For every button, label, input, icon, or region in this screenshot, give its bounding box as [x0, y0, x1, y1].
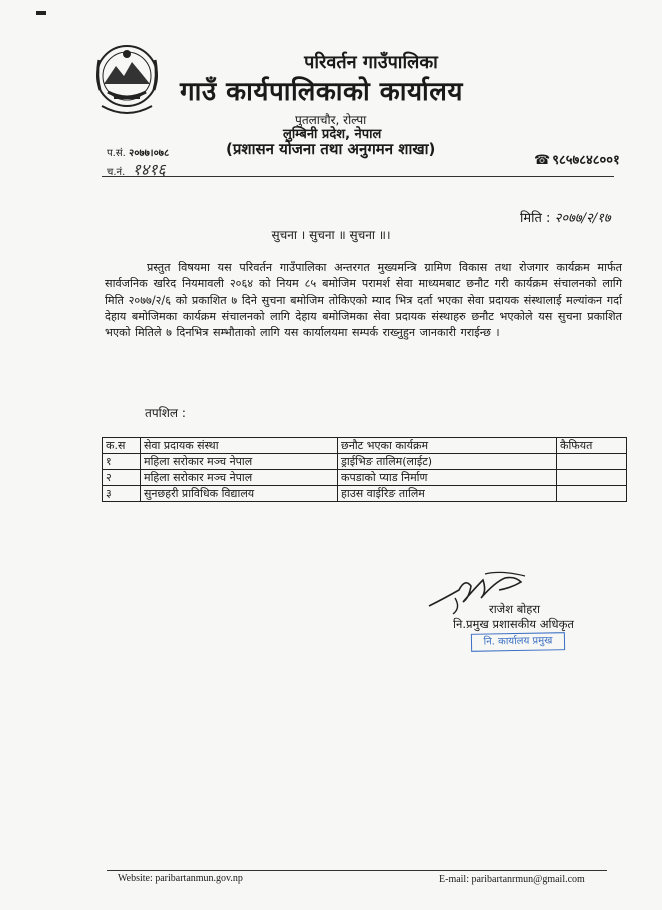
- scan-mark: [36, 11, 46, 15]
- details-label: तपशिल :: [145, 406, 186, 420]
- footer-divider: [107, 870, 607, 871]
- chalani-value: १४१६: [132, 160, 166, 179]
- cell-provider: महिला सरोकार मञ्च नेपाल: [141, 470, 338, 486]
- cell-remarks: [557, 454, 627, 470]
- date-value: २०७७/२/१७: [554, 211, 611, 226]
- notice-title: सुचना । सुचना ॥ सुचना ॥।: [271, 228, 391, 242]
- notice-body: प्रस्तुत विषयमा यस परिवर्तन गाउँपालिका अन्तरगत मुख्यमन्त्रि ग्रामिण विकास तथा रोजगार कार्यक्रम मार्फत सार्वजनिक खरिद नियमावली २०६४ को नियम ८५ बमोजिम परामर्श सेवा माध्यमबाट छनौट गरी कार्यक्रम संचालनको लागि मिति २०७७/२/६ को प्रकाशित ७ दिने सुचना बमोजिम तोकिएको म्याद भित्र दर्ता भएका सेवा प्रदायक संस्थालाई मल्यांकन गर्दा देहाय बमोजिमका कार्यक्रम संचालनको लागि देहाय बमोजिमका सेवा प्रदायक संस्थाहरु छनौट भएकोले यस सुचना प्रकाशित भएको मितिले ७ दिनभित्र सम्भौताको लागि यस कार्यालयमा सम्पर्क राख्नुहुन जानकारी गराईन्छ ।: [105, 261, 622, 340]
- service-provider-table: [102, 437, 627, 502]
- office-province: लुम्बिनी प्रदेश, नेपाल: [283, 127, 382, 142]
- footer-email: E-mail: paribartanrmun@gmail.com: [439, 874, 585, 885]
- cell-remarks: [557, 486, 627, 502]
- ps-label: प.सं.: [107, 148, 126, 159]
- cell-program: कपडाको प्याड निर्माण: [338, 470, 557, 486]
- cell-sn: ३: [103, 486, 141, 502]
- ps-value: २०७७।०७८: [129, 148, 170, 159]
- office-phone: [534, 150, 620, 168]
- cell-provider: महिला सरोकार मञ्च नेपाल: [141, 454, 338, 470]
- signatory-title: नि.प्रमुख प्रशासकीय अधिकृत: [453, 617, 574, 631]
- footer-website: Website: paribartanmun.gov.np: [118, 873, 243, 884]
- cell-sn: २: [103, 470, 141, 486]
- phone-number: ९८५७८४८००१: [552, 153, 620, 168]
- reference-number: [107, 145, 169, 159]
- cell-program: हाउस वाईरिङ तालिम: [338, 486, 557, 502]
- col-header-provider: सेवा प्रदायक संस्था: [141, 438, 338, 454]
- header-divider: [102, 176, 614, 177]
- cell-program: ड्राईभिङ तालिम(लाईट): [338, 454, 557, 470]
- table-row: [103, 454, 627, 470]
- signatory-name: राजेश बोहरा: [489, 602, 541, 616]
- branch-name: (प्रशासन योजना तथा अनुगमन शाखा): [226, 140, 436, 158]
- table-header-row: [103, 438, 627, 454]
- letter-date: [520, 208, 611, 226]
- chalani-label: च.नं.: [107, 167, 126, 178]
- phone-icon: ☎: [534, 153, 551, 168]
- table-row: [103, 486, 627, 502]
- office-location: पुतलाचौर, रोल्पा: [295, 113, 367, 127]
- col-header-sn: क.स: [103, 438, 141, 454]
- office-name: गाउँ कार्यपालिकाको कार्यालय: [180, 77, 463, 107]
- municipality-name: परिवर्तन गाउँपालिका: [304, 52, 438, 73]
- table-row: [103, 470, 627, 486]
- col-header-remarks: कैफियत: [557, 438, 627, 454]
- cell-remarks: [557, 470, 627, 486]
- col-header-program: छनौट भएका कार्यक्रम: [338, 438, 557, 454]
- cell-sn: १: [103, 454, 141, 470]
- cell-provider: सुनछहरी प्राविधिक विद्यालय: [141, 486, 338, 502]
- date-label: मिति :: [520, 211, 551, 226]
- office-stamp: नि. कार्यालय प्रमुख: [471, 632, 565, 652]
